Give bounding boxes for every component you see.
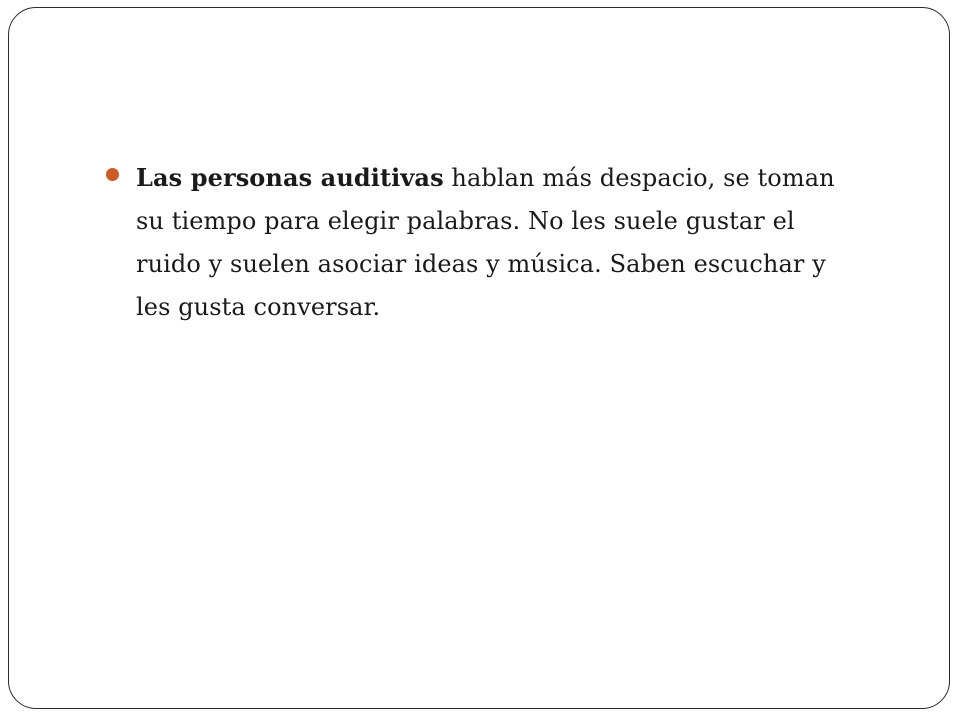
bullet-text bbox=[136, 156, 856, 329]
slide-content bbox=[106, 156, 866, 329]
bullet-body-text: hablan más despacio, se toman su tiempo para elegir palabras. No les suele gustar el ruido y suelen asociar ideas y música. Saben escuchar y les gusta conversar. bbox=[136, 164, 835, 321]
bullet-item bbox=[106, 156, 866, 329]
slide-frame bbox=[8, 7, 950, 709]
bullet-bold-lead: Las personas auditivas bbox=[136, 163, 444, 192]
bullet-dot-icon bbox=[106, 168, 119, 181]
